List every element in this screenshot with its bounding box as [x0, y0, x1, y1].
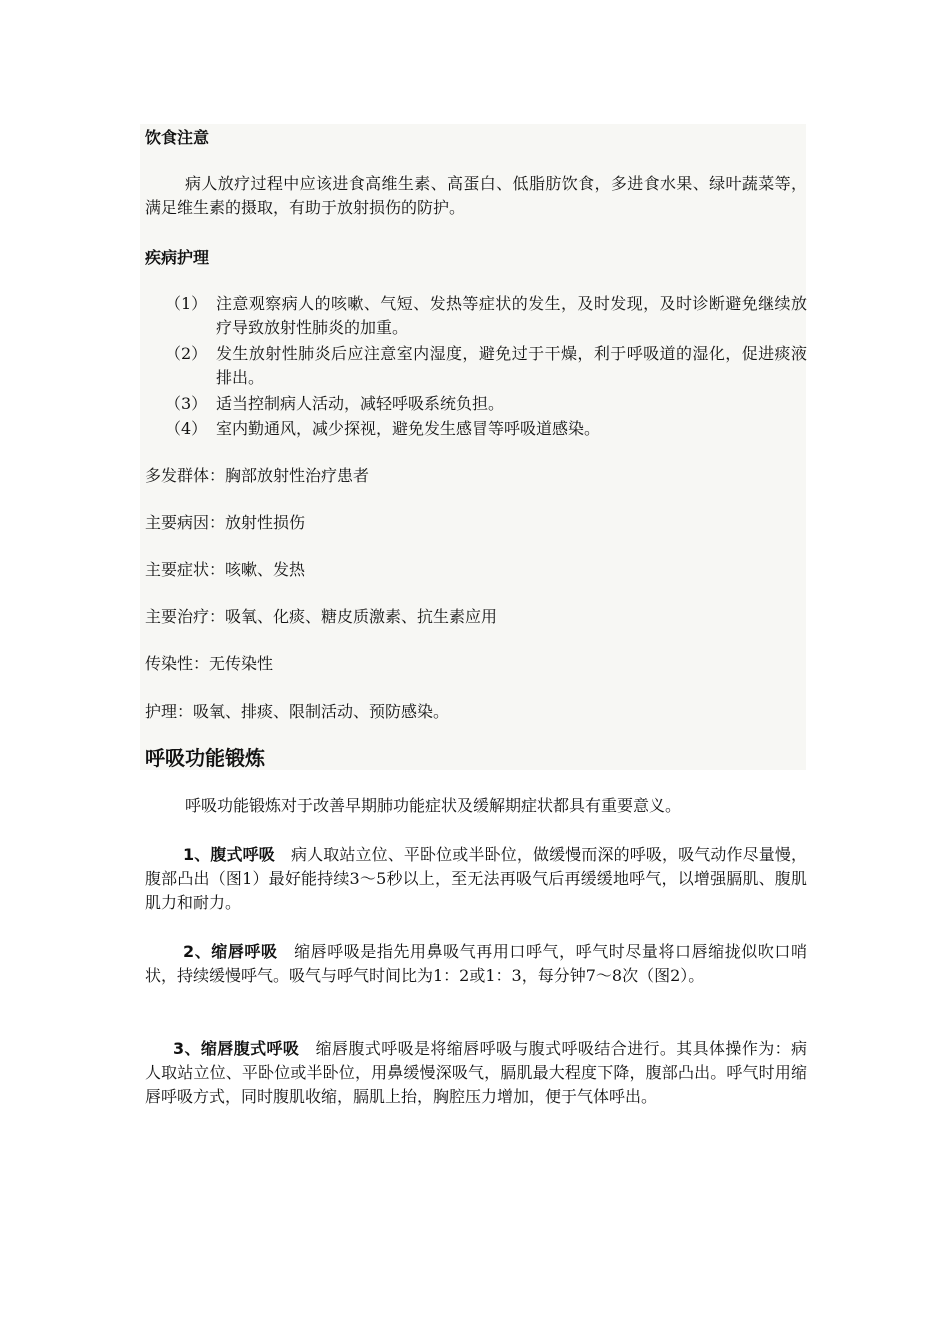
care-item-4 — [165, 417, 807, 441]
care-item-number: （3） — [165, 394, 208, 413]
care-item-number: （4） — [165, 419, 208, 438]
fact-cause: 主要病因：放射性损伤 — [145, 513, 306, 532]
care-item-1 — [165, 292, 807, 340]
fact-contagion: 传染性：无传染性 — [145, 654, 274, 673]
exercise-heading: 呼吸功能锻炼 — [145, 746, 265, 770]
method-text: 病人取站立位、平卧位或半卧位，做缓慢而深的呼吸，吸气动作尽量慢，腹部凸出（图1）最好能持续3～5秒以上，至无法再吸气后再缓缓地呼气，以增强膈肌、腹肌肌力和耐力。 — [145, 845, 807, 912]
method-title: 2、缩唇呼吸 — [183, 942, 278, 961]
method-title: 3、缩唇腹式呼吸 — [173, 1039, 300, 1058]
care-item-3 — [165, 392, 807, 416]
care-item-text: 适当控制病人活动，减轻呼吸系统负担。 — [216, 394, 505, 413]
care-item-number: （1） — [165, 294, 208, 313]
fact-population: 多发群体：胸部放射性治疗患者 — [145, 466, 370, 485]
fact-symptoms: 主要症状：咳嗽、发热 — [145, 560, 306, 579]
diet-paragraph: 病人放疗过程中应该进食高维生素、高蛋白、低脂肪饮食，多进食水果、绿叶蔬菜等，满足维生素的摄取，有助于放射损伤的防护。 — [145, 174, 807, 217]
method-text: 缩唇呼吸是指先用鼻吸气再用口呼气，呼气时尽量将口唇缩拢似吹口哨状，持续缓慢呼气。吸气与呼气时间比为1：2或1：3，每分钟7～8次（图2）。 — [145, 942, 807, 985]
method-pursed-lip-breathing — [145, 940, 807, 988]
diet-heading: 饮食注意 — [145, 128, 210, 147]
method-pursed-lip-abdominal-breathing — [145, 1037, 807, 1109]
care-item-number: （2） — [165, 344, 208, 363]
exercise-intro: 呼吸功能锻炼对于改善早期肺功能症状及缓解期症状都具有重要意义。 — [185, 796, 682, 815]
care-item-2 — [165, 342, 807, 390]
care-heading: 疾病护理 — [145, 248, 210, 267]
fact-treatment: 主要治疗：吸氧、化痰、糖皮质激素、抗生素应用 — [145, 607, 498, 626]
method-title: 1、腹式呼吸 — [183, 845, 275, 864]
care-item-text: 室内勤通风，减少探视，避免发生感冒等呼吸道感染。 — [216, 419, 601, 438]
care-item-text: 发生放射性肺炎后应注意室内湿度，避免过于干燥，利于呼吸道的湿化，促进痰液排出。 — [216, 344, 807, 387]
fact-nursing: 护理：吸氧、排痰、限制活动、预防感染。 — [145, 702, 450, 721]
method-abdominal-breathing — [145, 843, 807, 915]
method-text: 缩唇腹式呼吸是将缩唇呼吸与腹式呼吸结合进行。其具体操作为：病人取站立位、平卧位或半卧位，用鼻缓慢深吸气，膈肌最大程度下降，腹部凸出。呼气时用缩唇呼吸方式，同时腹肌收缩，膈肌上抬，胸腔压力增加，便于气体呼出。 — [145, 1039, 807, 1106]
care-item-text: 注意观察病人的咳嗽、气短、发热等症状的发生，及时发现，及时诊断避免继续放疗导致放射性肺炎的加重。 — [216, 294, 807, 337]
